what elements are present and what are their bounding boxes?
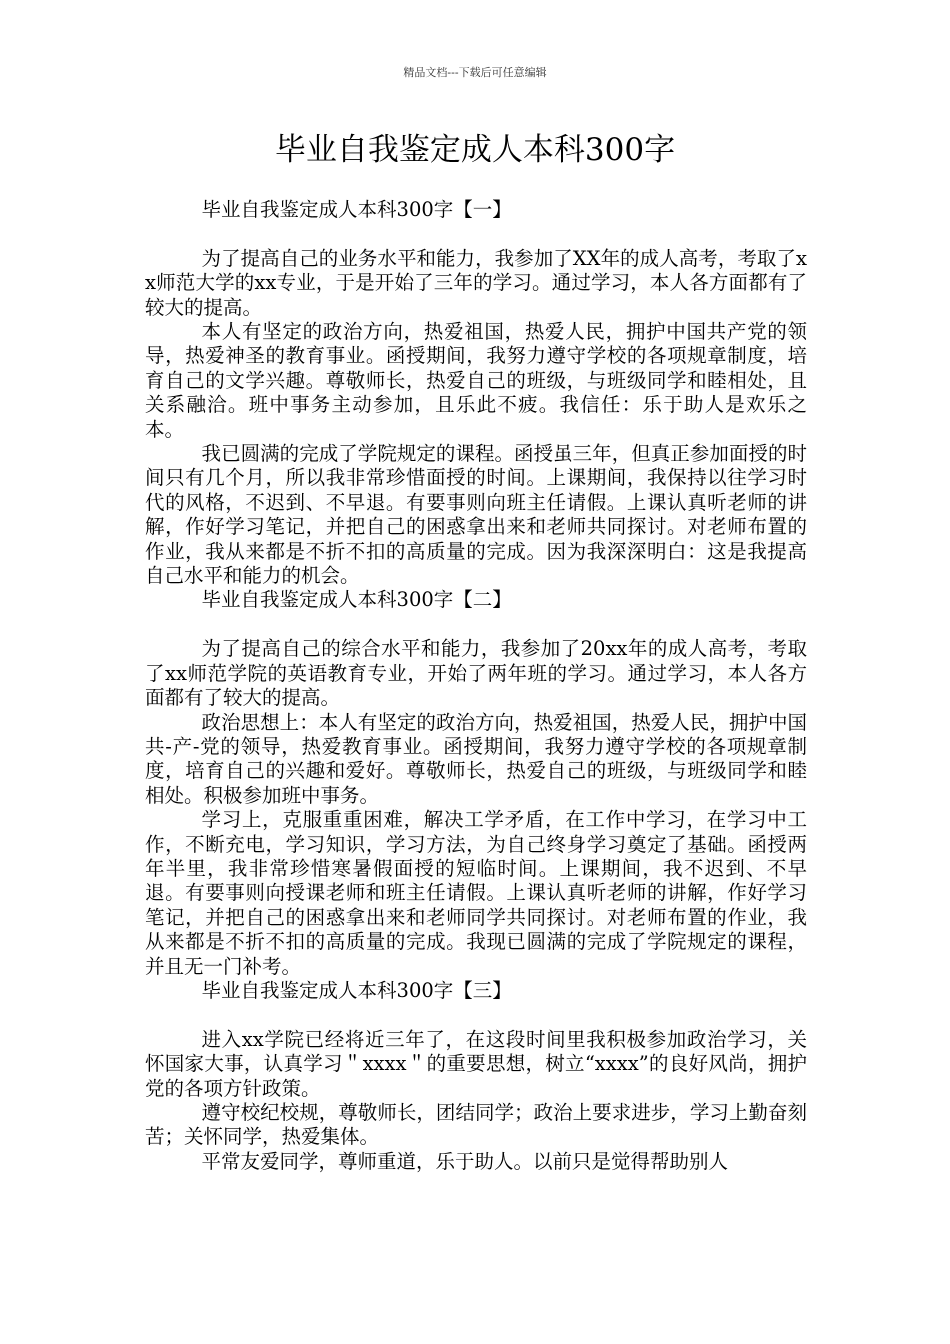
paragraph: 进入xx学院已经将近三年了，在这段时间里我积极参加政治学习，关怀国家大事，认真学习＂xxxx＂的重要思想，树立“xxxx”的良好风尚，拥护党的各项方针政策。 — [145, 1027, 807, 1100]
paragraph: 为了提高自己的综合水平和能力，我参加了20xx年的成人高考，考取了xx师范学院的英语教育专业，开始了两年班的学习。通过学习，本人各方面都有了较大的提高。 — [145, 637, 807, 710]
section-heading-3: 毕业自我鉴定成人本科300字【三】 — [201, 978, 512, 1002]
document-title: 毕业自我鉴定成人本科300字 — [274, 132, 676, 168]
paragraph: 平常友爱同学，尊师重道，乐于助人。以前只是觉得帮助别人 — [201, 1149, 729, 1173]
section-heading-1: 毕业自我鉴定成人本科300字【一】 — [201, 198, 512, 221]
section-heading-2: 毕业自我鉴定成人本科300字【二】 — [201, 588, 512, 612]
paragraph: 学习上，克服重重困难，解决工学矛盾，在工作中学习，在学习中工作，不断充电，学习知识，学习方法，为自己终身学习奠定了基础。函授两年半里，我非常珍惜寒暑假面授的短临时间。上课期间，我不迟到、不早退。有要事则向授课老师和班主任请假。上课认真听老师的讲解，作好学习笔记，并把自己的困惑拿出来和老师同学共同探讨。对老师布置的作业，我从来都是不折不扣的高质量的完成。我现已圆满的完成了学院规定的课程，并且无一门补考。 — [145, 808, 807, 978]
paragraph: 政治思想上：本人有坚定的政治方向，热爱祖国，热爱人民，拥护中国共-产-党的领导，热爱教育事业。函授期间，我努力遵守学校的各项规章制度，培育自己的兴趣和爱好。尊敬师长，热爱自己的班级，与班级同学和睦相处。积极参加班中事务。 — [145, 710, 807, 807]
paragraph: 遵守校纪校规，尊敬师长，团结同学；政治上要求进步，学习上勤奋刻苦；关怀同学，热爱集体。 — [145, 1100, 807, 1149]
paragraph: 为了提高自己的业务水平和能力，我参加了XX年的成人高考，考取了xx师范大学的xx专业，于是开始了三年的学习。通过学习，本人各方面都有了较大的提高。 — [145, 246, 807, 319]
document-body — [145, 198, 807, 1174]
paragraph: 我已圆满的完成了学院规定的课程。函授虽三年，但真正参加面授的时间只有几个月，所以我非常珍惜面授的时间。上课期间，我保持以往学习时代的风格，不迟到、不早退。有要事则向班主任请假。上课认真听老师的讲解，作好学习笔记，并把自己的困惑拿出来和老师共同探讨。对老师布置的作业，我从来都是不折不扣的高质量的完成。因为我深深明白：这是我提高自己水平和能力的机会。 — [145, 442, 807, 588]
paragraph: 本人有坚定的政治方向，热爱祖国，热爱人民，拥护中国共产党的领导，热爱神圣的教育事业。函授期间，我努力遵守学校的各项规章制度，培育自己的文学兴趣。尊敬师长，热爱自己的班级，与班级同学和睦相处，且关系融洽。班中事务主动参加，且乐此不疲。我信任：乐于助人是欢乐之本。 — [145, 320, 807, 441]
header-watermark: 精品文档---下载后可任意编辑 — [403, 66, 547, 79]
